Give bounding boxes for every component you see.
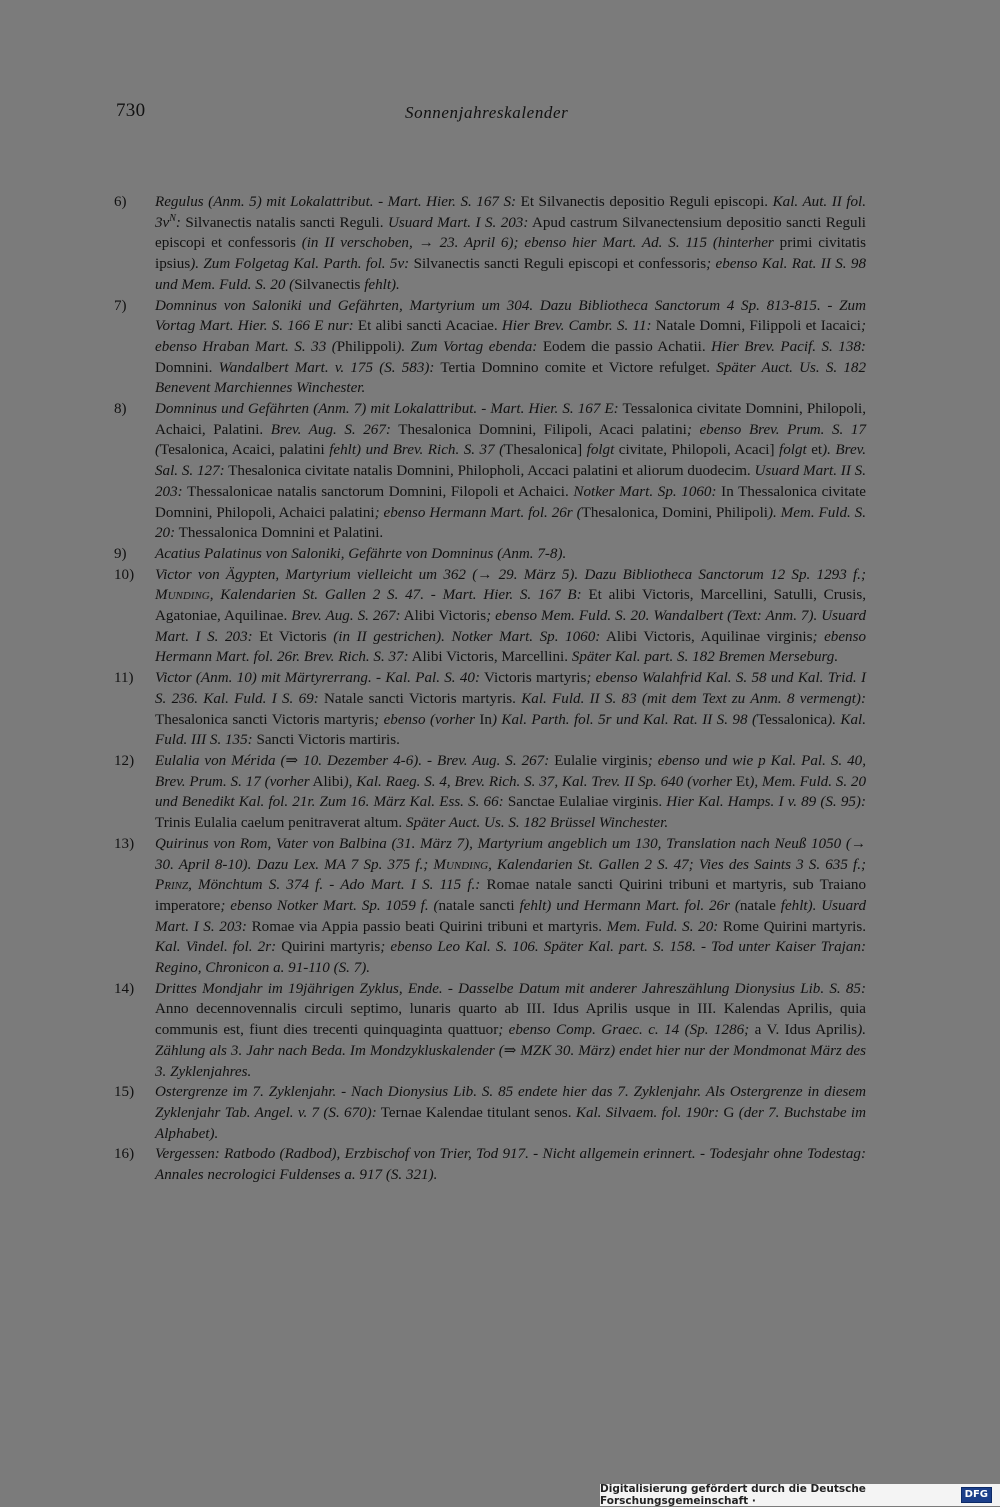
funding-text: Digitalisierung gefördert durch die Deutsche Forschungsgemeinschaft · <box>600 1483 866 1507</box>
footnote-text-run: Domninus von Saloniki und Gefährten, Martyrium um 304. Dazu Bibliotheca Sanctorum 4 Sp. 813-815. - Zum Vortag Mart. Hier. S. 166 E nur: <box>155 297 866 335</box>
footnote-text-run: ), Kal. Raeg. S. 4, Brev. Rich. S. 37, Kal. Trev. II Sp. 640 (vorher <box>343 773 733 790</box>
footnote-text-run: natale sancti <box>438 897 520 914</box>
footnote-text-run: Prinz <box>155 877 189 894</box>
footnote-text-run: fehlt) und Hermann Mart. fol. 26r ( <box>519 897 740 914</box>
footnote-text-run: Philippoli <box>336 338 397 355</box>
footnote-text-run: fehlt). <box>364 276 400 293</box>
footnote-text-run: Kal. Silvaem. fol. 190r: <box>575 1104 720 1121</box>
footnote-text-run: Romae via Appia passio beati Quirini tribuni et martyris. <box>246 918 607 935</box>
footnote-text-run: Domnini. <box>155 359 219 376</box>
footnote-text-run: Acatius Palatinus von Saloniki, Gefährte von Domninus (Anm. 7-8). <box>155 545 567 562</box>
footnote-text-run: Später Kal. part. S. 182 Bremen Merseburg. <box>571 649 839 666</box>
footnote-text-run: Victor (Anm. 10) mit Märtyrerrang. - Kal. Pal. S. 40: <box>155 670 480 687</box>
footnote-text-run: , Mönchtum S. 374 f. - Ado Mart. I S. 115 f.: <box>188 877 481 894</box>
footnote-text-run: Tertia Domnino comite et Victore refulget. <box>434 359 717 376</box>
footnote-number: 10) <box>114 566 135 583</box>
footnote-text-run: civitate, Philopoli, Acaci] <box>614 442 780 459</box>
footnote-text-run: natale <box>739 897 781 914</box>
footnote-text-run: Romae natale sancti Quirini tribuni et martyris, sub Traiano imperatore <box>155 877 866 914</box>
footnote-text-run: Victoris martyris <box>480 670 587 687</box>
footnote-text-run: Silvanectis <box>294 276 365 293</box>
footnote-text-run: Hier Brev. Cambr. S. 11: <box>501 318 652 335</box>
footnote <box>114 296 866 400</box>
footnote-number: 9) <box>114 545 127 562</box>
footnote-text-run: , Kalendarien St. Gallen 2 S. 47; Vies des Saints 3 S. 635 f.; <box>488 856 866 873</box>
footnote-text <box>155 751 866 834</box>
footnote-text <box>155 544 866 565</box>
footnote-text-run: Kal. Aut. II fol. 3v <box>155 194 867 231</box>
footnote-text-run: Victor von Ägypten, Martyrium vielleicht um 362 (→ 29. März 5). Dazu Bibliotheca Sanctorum 12 Sp. 1293 f.; <box>155 566 866 583</box>
footnote-text-run: Hier Brev. Pacif. S. 138: <box>711 338 866 355</box>
footnote-text-run: Kal. Vindel. fol. 2r: <box>155 939 277 956</box>
footnote-text-run: Alibi Victoris, Aquilinae virginis <box>600 628 813 645</box>
footnote-number: 15) <box>114 1084 135 1101</box>
footnote-text-run: ). Zählung als 3. Jahr nach Beda. Im Mondzykluskalender (⇒ MZK 30. März) endet hier nur der Mondmonat März des 3. Zyklenjahres. <box>155 1022 866 1080</box>
footnote-number: 13) <box>114 835 135 852</box>
footnote-text-run: folgt <box>779 442 807 459</box>
footnote-text-run: Wandalbert Mart. v. 175 (S. 583): <box>218 359 435 376</box>
footnote-text-run: Thesalonica civitate natalis Domnini, Philopholi, Accaci palatini et aliorum duodecim. <box>224 463 755 480</box>
footnote-text-run: ; ebenso Comp. Graec. c. 14 (Sp. 1286; <box>498 1022 750 1039</box>
footnote-text-run: G <box>719 1104 739 1121</box>
footnote-text-run: , Kalendarien St. Gallen 2 S. 47. - Mart. Hier. S. 167 B: <box>209 587 582 604</box>
footnote-text-run: Thesalonica, Domini, Philipoli <box>581 504 768 521</box>
footnote-text-run: ). Zum Folgetag Kal. Parth. fol. 5v: <box>190 256 410 273</box>
footnote-text-run: fehlt) und Brev. Rich. S. 37 ( <box>329 442 505 459</box>
footnote-number: 8) <box>114 401 127 418</box>
footnote-text-run: Et Silvanectis depositio Reguli episcopi. <box>516 194 773 210</box>
page-number: 730 <box>116 100 146 121</box>
footnote-text-run: Et alibi sancti Acaciae. <box>353 318 502 335</box>
footnote-text-run: N <box>169 212 176 224</box>
footnote-text <box>155 834 866 979</box>
footnote-text-run: Brev. Aug. S. 267: <box>291 608 401 625</box>
footnote-text-run: Thessalonica Domnini et Palatini. <box>175 525 384 542</box>
footnote-text-run: Später Auct. Us. S. 182 Benevent Marchiennes Winchester. <box>155 359 866 397</box>
footnote-text-run: Domninus und Gefährten (Anm. 7) mit Lokalattribut. - Mart. Hier. S. 167 E: <box>155 401 619 418</box>
footnote-text-run: Rome Quirini martyris. <box>718 918 866 935</box>
footnote-text-run: Thesalonica Domnini, Filipoli, Acaci palatini <box>390 421 687 438</box>
footnote-text-run: Ternae Kalendae titulant senos. <box>376 1104 576 1121</box>
footnote-text-run: ). Brev. Sal. S. 127: <box>155 442 866 480</box>
footnote-text-run: Eulalie virginis <box>549 752 648 769</box>
footnote-text-run: Vergessen: Ratbodo (Radbod), Erzbischof von Trier, Tod 917. - Nicht allgemein erinnert. - Todesjahr ohne Todestag: Annales necrologici Fuldenses a. 917 (S. 321). <box>155 1146 866 1184</box>
footnote-text-run: Ostergrenze im 7. Zyklenjahr. - Nach Dionysius Lib. S. 85 endete hier das 7. Zyklenjahr. Als Ostergrenze in diesem Zyklenjahr Tab. Angel. v. 7 (S. 670): <box>155 1084 866 1121</box>
footnote-text <box>155 1082 866 1144</box>
footnote-text-run: Quirini martyris <box>276 939 381 956</box>
footnote-text-run: ; ebenso Leo Kal. S. 106. Später Kal. part. S. 158. - Tod unter Kaiser Trajan: Regino, Chronicon a. 91-110 (S. 7). <box>155 939 866 977</box>
footnote-text-run: ). Mem. Fuld. S. 20: <box>155 504 866 542</box>
footnote-text-run: Tessalonica <box>756 711 828 728</box>
footnote-text-run: Trinis Eulalia caelum penitraverat altum. <box>155 815 406 832</box>
footnote <box>114 192 866 296</box>
footnotes-list <box>114 192 866 1186</box>
footnote-text-run: ). Zum Vortag ebenda: <box>396 338 538 355</box>
running-head: Sonnenjahreskalender <box>405 103 569 122</box>
footnote-text-run: Notker Mart. Sp. 1060: <box>573 483 717 500</box>
footnote-text-run: Alibi <box>309 773 344 790</box>
footnote-number: 14) <box>114 980 135 997</box>
footnote-text-run: Eodem die passio Achatii. <box>537 338 712 355</box>
footnote-text-run: Usuard Mart. I S. 203: <box>387 214 529 231</box>
footnote-text-run: Munding <box>155 587 210 604</box>
footnote <box>114 399 866 544</box>
footnote-text-run: Silvanectis sancti Reguli episcopi et confessoris <box>409 256 707 273</box>
footnote-number: 7) <box>114 297 127 314</box>
footnote-text-run: Sancti Victoris martiris. <box>252 732 400 749</box>
footnote-text-run: Drittes Mondjahr im 19jährigen Zyklus, Ende. - Dasselbe Datum mit anderer Jahreszählung Dionysius Lib. S. 85: <box>155 980 866 997</box>
footnote-text-run: et <box>806 442 823 459</box>
footnote-text-run: Hier Kal. Hamps. I v. 89 (S. 95): <box>666 794 866 811</box>
footnote-number: 16) <box>114 1146 135 1163</box>
footnote-text-run: Et alibi Victoris, Marcellini, Satulli, Crusis, Agatoniae, Aquilinae. <box>155 587 866 625</box>
footnote <box>114 565 866 669</box>
footnote-text-run: Quirinus von Rom, Vater von Balbina (31. März 7), Martyrium angeblich um 130, Translation nach Neuß 1050 (→ 30. April 8-10). Dazu Lex. MA 7 Sp. 375 f.; <box>155 835 866 873</box>
footnote-text-run: ; ebenso (vorher <box>374 711 475 728</box>
footnote-text-run: Silvanectis natalis sancti Reguli. <box>180 214 388 231</box>
footnote-text-run: ; ebenso Hermann Mart. fol. 26r. Brev. Rich. S. 37: <box>155 628 866 666</box>
footnote-text-run: Apud castrum Silvanectensium depositio sancti Reguli episcopi et confessoris <box>155 214 866 252</box>
footnote-text-run: ; ebenso Hraban Mart. S. 33 ( <box>155 318 866 355</box>
footnote-text-run: Alibi Victoris <box>400 608 487 625</box>
footnote-text-run: Thessalonicae natalis sanctorum Domnini, Filopoli et Achaici. <box>182 483 574 500</box>
footnote-text-run: Später Auct. Us. S. 182 Brüssel Winchester. <box>405 815 669 832</box>
footnote-text-run: folgt <box>586 442 615 459</box>
footnote-text-run: Natale Domni, Filippoli et Iacaici <box>651 318 861 335</box>
footnote-text-run: Thesalonica sancti Victoris martyris <box>155 711 375 728</box>
footnote-text-run: ). Kal. Fuld. III S. 135: <box>155 711 866 749</box>
footnote-text-run: ; ebenso Walahfrid Kal. S. 58 und Kal. Trid. I S. 236. Kal. Fuld. I S. 69: <box>155 670 866 707</box>
footnote-text-run: Natale sancti Victoris martyris. <box>318 690 522 707</box>
footnote-text-run: Alibi Victoris, Marcellini. <box>408 649 572 666</box>
footnote-text-run: (in II verschoben, → 23. April 6); ebenso hier Mart. Ad. S. 115 (hinterher <box>301 235 774 252</box>
footnote <box>114 668 866 751</box>
footnote-text-run: Tessalonica civitate Domnini, Philopoli, Achaici, Palatini. <box>155 401 866 438</box>
footnote <box>114 751 866 834</box>
footnote-text-run: ; ebenso Hermann Mart. fol. 26r ( <box>374 504 582 521</box>
footnote-text-run: : <box>175 214 181 231</box>
footnote <box>114 1082 866 1144</box>
footnote-text-run: ; ebenso Brev. Prum. S. 17 ( <box>155 421 867 459</box>
footnote-text-run: Sanctae Eulaliae virginis. <box>503 794 667 811</box>
footnote-text-run: a V. Idus Aprilis <box>749 1022 858 1039</box>
footnote-number: 12) <box>114 752 135 769</box>
footnote-text <box>155 668 866 751</box>
footnote-text-run: Munding <box>433 856 489 873</box>
footnote-text-run: Thesalonica] <box>504 442 587 459</box>
footnote-text <box>155 192 866 296</box>
footnote-text-run: Et <box>732 773 750 790</box>
funding-footer <box>600 1484 1000 1506</box>
footnote-text-run: In Thessalonica civitate Domnini, Philopoli, Achaici palatini <box>155 483 866 521</box>
footnote-text-run: (in II gestrichen). Notker Mart. Sp. 1060: <box>333 628 601 645</box>
footnote-text <box>155 296 866 400</box>
footnote-text-run: Et Victoris <box>252 628 334 645</box>
dfg-logo: DFG <box>961 1487 992 1503</box>
footnote-text-run: (der 7. Buchstabe im Alphabet). <box>155 1104 867 1142</box>
footnote <box>114 544 866 565</box>
footnote <box>114 979 866 1083</box>
footnote-text <box>155 565 866 669</box>
footnote-text-run: ; ebenso Notker Mart. Sp. 1059 f. ( <box>220 897 439 914</box>
footnote-text-run: Brev. Aug. S. 267: <box>270 421 391 438</box>
footnote-number: 6) <box>114 194 127 210</box>
footnote <box>114 834 866 979</box>
footnote-text-run: Mem. Fuld. S. 20: <box>606 918 719 935</box>
footnote-text-run: ; ebenso Kal. Rat. II S. 98 und Mem. Fuld. S. 20 ( <box>155 256 866 293</box>
footnote-text-run: Tesalonica, Acaici, palatini <box>160 442 330 459</box>
footnote-text-run: ) Kal. Parth. fol. 5r und Kal. Rat. II S. 98 ( <box>491 711 757 728</box>
footnote-text-run: Usuard Mart. II S. 203: <box>155 463 866 500</box>
footnote-text <box>155 1144 866 1185</box>
footnote-text-run: Regulus (Anm. 5) mit Lokalattribut. - Mart. Hier. S. 167 S: <box>155 194 517 210</box>
footnote-text-run: ), Mem. Fuld. S. 20 und Benedikt Kal. fol. 21r. Zum 16. März Kal. Ess. S. 66: <box>155 773 867 811</box>
footnote-text-run: fehlt). Usuard Mart. I S. 203: <box>155 897 866 935</box>
footnote-text-run: In <box>474 711 492 728</box>
footnote-text-run: ; ebenso und wie p Kal. Pal. S. 40, Brev. Prum. S. 17 (vorher <box>155 752 866 790</box>
footnote-text-run: primi civitatis ipsius <box>155 235 867 273</box>
footnote-text <box>155 399 866 544</box>
footnote-text-run: Kal. Fuld. II S. 83 (mit dem Text zu Anm. 8 vermengt): <box>521 690 866 707</box>
footnote <box>114 1144 866 1185</box>
footnote-text-run: Anno decennovennalis circuli septimo, lunaris quarto ab III. Idus Aprilis usque in III. Kalendas Aprilis, quia communis est, fiunt dies trecenti quinquaginta quattuor <box>155 1001 866 1039</box>
footnote-text <box>155 979 866 1083</box>
footnote-number: 11) <box>114 670 134 687</box>
footnote-text-run: ; ebenso Mem. Fuld. S. 20. Wandalbert (Text: Anm. 7). Usuard Mart. I S. 203: <box>155 608 866 645</box>
footnote-text-run: Eulalia von Mérida (⇒ 10. Dezember 4-6). - Brev. Aug. S. 267: <box>155 752 550 769</box>
